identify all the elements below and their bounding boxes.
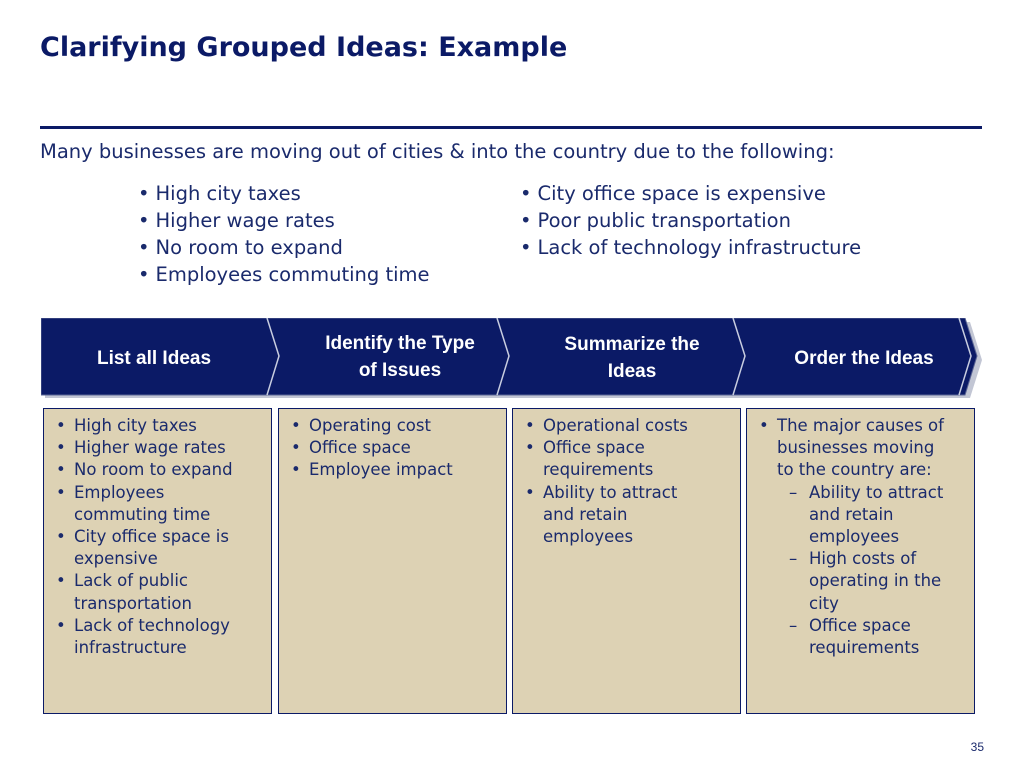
list-item: • Operating cost [289,415,506,437]
box-list [747,409,974,659]
reason-item: • Employees commuting time [138,261,430,288]
reason-item: • No room to expand [138,234,430,261]
process-bar [41,318,982,398]
step-label-line: Summarize the [564,333,700,355]
reason-item: • City office space is expensive [520,180,861,207]
sub-list-item: – Office space requirements [777,615,974,659]
reason-item: • Lack of technology infrastructure [520,234,861,261]
step-label-line: Ideas [607,360,657,382]
title-divider [40,126,982,129]
step-summarize [507,318,757,398]
step-identify-type [277,318,523,398]
list-item [757,415,974,659]
page-number: 35 [970,740,984,754]
step-label-line: of Issues [358,360,442,381]
list-item: • Lack of technology infrastructure [54,615,271,659]
list-item: • Higher wage rates [54,437,271,459]
list-item: • No room to expand [54,459,271,481]
sub-list-item: – High costs of operating in the city [777,548,974,615]
list-item: • Ability to attract and retain employees [523,482,740,549]
reason-item: • Poor public transportation [520,207,861,234]
list-item: • Employee impact [289,459,506,481]
box-list [279,409,506,482]
list-item: • City office space is expensive [54,526,271,570]
reasons-list-left [138,180,430,288]
list-item: • High city taxes [54,415,271,437]
reasons-list-right [520,180,861,261]
intro-text: Many businesses are moving out of cities & into the country due to the following: [40,140,835,163]
step-list-all-ideas [41,318,267,398]
sub-list-item: – Ability to attract and retain employees [777,482,974,549]
sub-list [777,482,974,660]
list-item: • Office space [289,437,506,459]
content-box-issue-types [278,408,507,714]
step-label-line: Order the Ideas [794,347,934,369]
list-item: • Lack of public transportation [54,570,271,614]
content-box-list-ideas [43,408,272,714]
step-label-line: Identify the Type [325,333,475,354]
list-item: • Operational costs [523,415,740,437]
box-list [44,409,271,659]
step-label-line: List all Ideas [96,347,212,369]
list-item: • Employees commuting time [54,482,271,526]
box-list [513,409,740,548]
list-item-text: The major causes of businesses moving to the country are: [777,416,944,480]
reason-item: • Higher wage rates [138,207,430,234]
content-box-ordered-ideas [746,408,975,714]
slide-title: Clarifying Grouped Ideas: Example [40,32,568,63]
content-box-summary [512,408,741,714]
reason-item: • High city taxes [138,180,430,207]
step-order-ideas [741,318,987,398]
list-item: • Office space requirements [523,437,740,481]
